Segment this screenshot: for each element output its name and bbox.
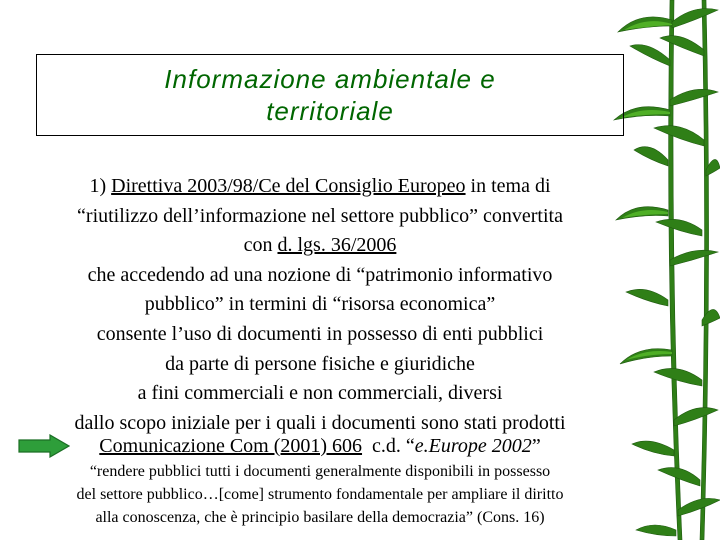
slide-title-line-1: Informazione ambientale e <box>164 64 496 94</box>
body-line-1-suffix: in tema di <box>465 175 551 197</box>
reference-emphasis: e.Europe 2002 <box>414 435 532 457</box>
body-line-7: da parte di persone fisiche e giuridiche <box>165 352 475 375</box>
body-line-6: consente l’uso di documenti in possesso di enti pubblici <box>96 322 544 345</box>
reference-middle: c.d. “ <box>362 435 415 457</box>
bamboo-decoration <box>610 0 720 540</box>
reference-end: ” <box>531 435 541 457</box>
body-paragraph <box>14 172 626 438</box>
body-line-2: “riutilizzo dell’informazione nel settore pubblico” convertita <box>77 204 563 227</box>
body-line-1 <box>14 172 626 202</box>
slide-title-line-2: territoriale <box>266 96 394 126</box>
body-line-9: dallo scopo iniziale per i quali i documenti sono stati prodotti <box>74 411 566 434</box>
reference-line <box>14 431 626 461</box>
communication-link[interactable]: Comunicazione Com (2001) 606 <box>99 435 363 457</box>
directive-link[interactable]: Direttiva 2003/98/Ce del Consiglio Europeo <box>111 175 466 197</box>
title-box <box>36 54 624 136</box>
quote-line-1: “rendere pubblici tutti i documenti generalmente disponibili in possesso <box>89 463 551 480</box>
decree-link[interactable]: d. lgs. 36/2006 <box>277 234 397 257</box>
quote-line-2: del settore pubblico…[come] strumento fondamentale per ampliare il diritto <box>76 486 564 503</box>
quote-line-3: alla conoscenza, che è principio basilare della democrazia” (Cons. 16) <box>95 509 545 526</box>
body-line-3-prefix: con <box>243 234 278 257</box>
body-line-1-prefix: 1) <box>89 175 112 197</box>
body-line-5: pubblico” in termini di “risorsa economica” <box>144 293 496 316</box>
body-line-8: a fini commerciali e non commerciali, diversi <box>137 382 503 405</box>
quote-block <box>10 460 630 529</box>
body-line-3 <box>14 231 626 261</box>
body-line-4: che accedendo ad una nozione di “patrimonio informativo <box>87 263 553 286</box>
